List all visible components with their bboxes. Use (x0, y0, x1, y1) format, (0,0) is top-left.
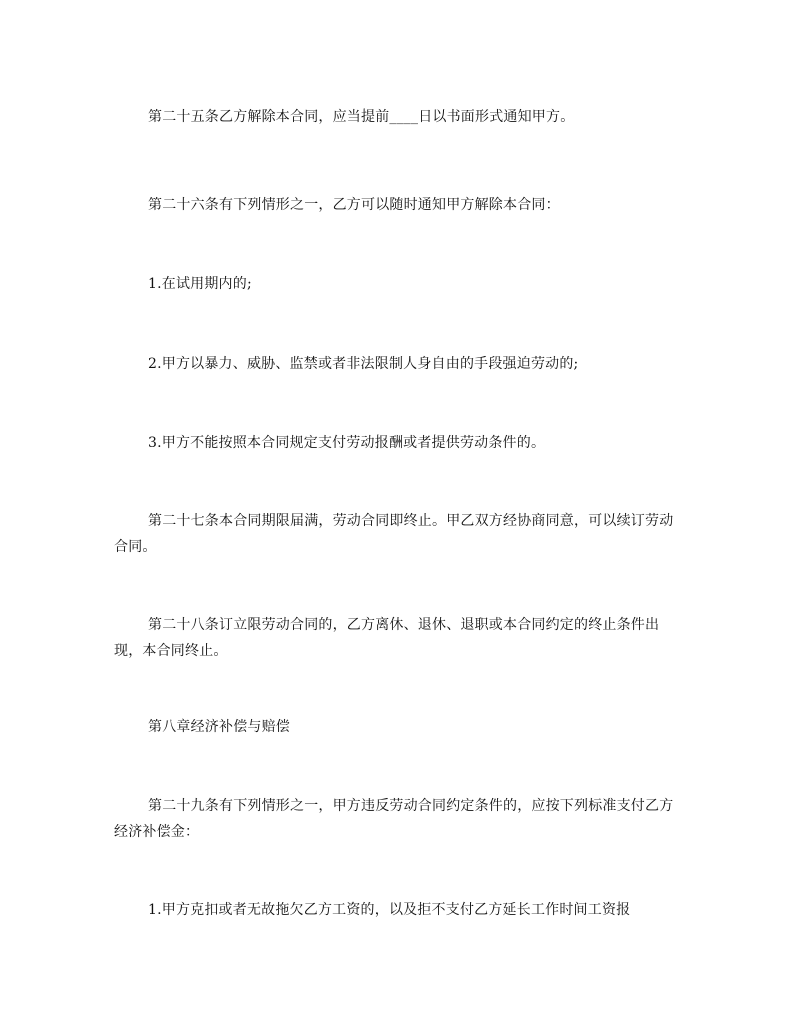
list-item-1-wage-deduction: 1.甲方克扣或者无故拖欠乙方工资的，以及拒不支付乙方延长工作时间工资报 (148, 902, 631, 918)
list-item-1-probation: 1.在试用期内的; (148, 276, 252, 292)
article-27-paragraph: 第二十七条本合同期限届满，劳动合同即终止。甲乙双方经协商同意，可以续订劳动合同。 (114, 513, 674, 555)
article-29-paragraph: 第二十九条有下列情形之一，甲方违反劳动合同约定条件的，应按下列标准支付乙方经济补偿金： (114, 798, 674, 840)
chapter-8-heading: 第八章经济补偿与赔偿 (148, 719, 290, 735)
article-25-paragraph: 第二十五条乙方解除本合同，应当提前____日以书面形式通知甲方。 (148, 109, 575, 125)
article-26-paragraph: 第二十六条有下列情形之一，乙方可以随时通知甲方解除本合同： (148, 197, 560, 213)
article-28-paragraph: 第二十八条订立限劳动合同的，乙方离休、退休、退职或本合同约定的终止条件出现，本合同终止。 (114, 617, 660, 659)
list-item-3-payment: 3.甲方不能按照本合同规定支付劳动报酬或者提供劳动条件的。 (148, 435, 546, 451)
list-item-2-coercion: 2.甲方以暴力、威胁、监禁或者非法限制人身自由的手段强迫劳动的; (148, 356, 579, 372)
